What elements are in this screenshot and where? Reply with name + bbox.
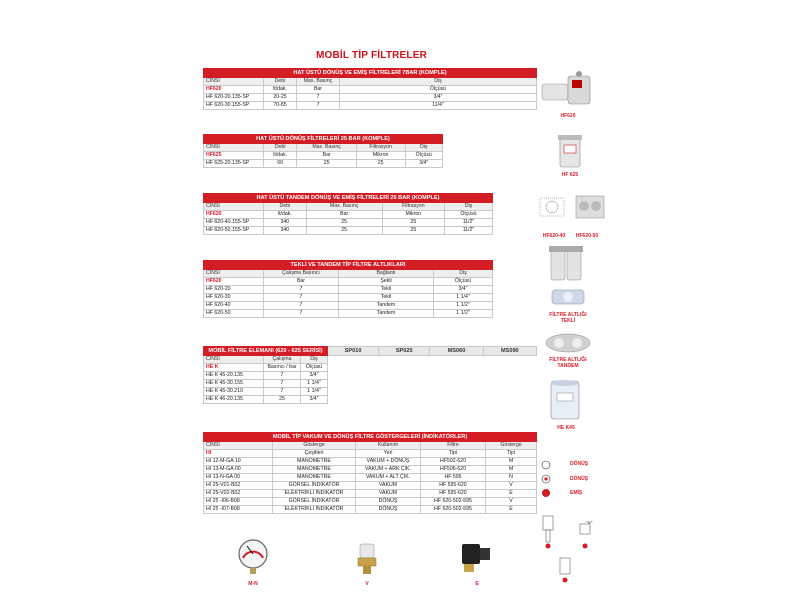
table-row xyxy=(204,474,537,482)
col-header: CİNSİ xyxy=(204,356,264,364)
cell: VAKUM xyxy=(356,482,421,490)
table-row xyxy=(204,94,537,102)
filtre-altligi-tekli-image xyxy=(546,287,590,307)
unit-label: Ölçüsü xyxy=(405,152,443,160)
col-header: Diş xyxy=(301,356,328,364)
drawing-label-v: "V" xyxy=(586,520,593,525)
table-row xyxy=(204,102,537,110)
element-code: SP010 xyxy=(328,347,379,356)
table-row xyxy=(204,396,537,404)
manometre-gauge-image xyxy=(235,536,271,576)
table-header: HAT ÜSTÜ TANDEM DÖNÜŞ VE EMİŞ FİLTRELERİ 25 BAR (KOMPLE) xyxy=(204,194,493,203)
cell: 70-85 xyxy=(264,102,297,110)
table-row xyxy=(204,388,537,396)
cell: 11/4" xyxy=(340,102,537,110)
hf620-tandem-drawing xyxy=(536,190,608,230)
table-row xyxy=(204,160,443,168)
cell: HF 620-502-595 xyxy=(421,498,486,506)
caption-tandem-text: FİLTRE ALTLIĞI TANDEM xyxy=(549,357,587,369)
table-row xyxy=(204,372,537,380)
table-tandem-25bar xyxy=(203,193,493,235)
cell: V xyxy=(486,482,537,490)
cell: HF 620-50.155-SP xyxy=(204,227,264,235)
cell: 1 1/2" xyxy=(434,310,493,318)
caption-filtre-altligi-tekli xyxy=(538,312,598,324)
table-row xyxy=(204,490,537,498)
table-header: MOBİL TİP VAKUM VE DÖNÜŞ FİLTRE GÖSTERGELERİ (İNDİKATÖRLER) xyxy=(204,433,537,442)
col-header: Kullanım xyxy=(356,442,421,450)
hek45-element-image xyxy=(545,377,585,421)
cell: 7 xyxy=(264,286,339,294)
cell: Tekli xyxy=(339,294,434,302)
cell: 25 xyxy=(306,227,382,235)
legend-emis-symbol xyxy=(541,488,551,498)
caption-tekli-text: FİLTRE ALTLIĞI TEKLİ xyxy=(549,312,587,324)
table-ust-donus-7bar xyxy=(203,68,537,110)
legend-emis-label: EMİŞ xyxy=(570,490,583,496)
cell: HF 625-20.135-SP xyxy=(204,160,264,168)
cell: E xyxy=(486,506,537,514)
cell: GÖRSEL İNDİKATÖR xyxy=(273,482,356,490)
col-header: Filtrasyon xyxy=(382,203,444,211)
unit-label: Bar xyxy=(264,278,339,286)
cell: 1 1/4" xyxy=(434,294,493,302)
unit-label: Ölçüsü xyxy=(434,278,493,286)
unit-label: Bar xyxy=(297,152,356,160)
cell: Tandem xyxy=(339,302,434,310)
cell: ELEKTRİKLİ İNDİKATÖR xyxy=(273,506,356,514)
cell: HF 620-50 xyxy=(204,310,264,318)
col-header: Bağlantı xyxy=(339,270,434,278)
table-row xyxy=(204,294,493,302)
series-code: HF625 xyxy=(204,152,264,160)
unit-label: Ölçüsü xyxy=(301,364,328,372)
col-header: Max. Basınç xyxy=(297,144,356,152)
table-header: HAT ÜSTÜ DÖNÜŞ FİLTRELERİ 25 BAR (KOMPLE) xyxy=(204,135,443,144)
cell: 3/4" xyxy=(301,396,328,404)
table-row xyxy=(204,219,493,227)
cell: 7 xyxy=(297,94,340,102)
cell: HF 620-502-595 xyxy=(421,506,486,514)
hf625-filter-image xyxy=(555,133,585,169)
cell: 25 xyxy=(264,396,301,404)
cell: 7 xyxy=(264,372,301,380)
cell: HF 620-30 xyxy=(204,294,264,302)
col-header: Debi xyxy=(264,203,307,211)
cell: GÖRSEL İNDİKATÖR xyxy=(273,498,356,506)
series-code: HI xyxy=(204,450,273,458)
unit-label: Bar xyxy=(297,86,340,94)
series-code: HF620 xyxy=(204,86,264,94)
caption-v: V xyxy=(365,581,369,587)
caption-filtre-altligi-tandem xyxy=(538,357,598,369)
table-row xyxy=(204,482,537,490)
cell: 7 xyxy=(264,294,339,302)
col-header: Çalışma xyxy=(264,356,301,364)
cell: 7 xyxy=(264,310,339,318)
cell: MANOMETRE xyxy=(273,458,356,466)
cell: 3/4" xyxy=(340,94,537,102)
unit-label: Mikron xyxy=(356,152,405,160)
caption-hf625: HF 625 xyxy=(561,172,579,178)
cell: HI 25-V02-B02 xyxy=(204,490,273,498)
table-filtre-elemani xyxy=(203,346,537,404)
caption-hf620-40: HF620-40 xyxy=(542,233,566,239)
series-code: HF620 xyxy=(204,211,264,219)
cell: MANOMETRE xyxy=(273,466,356,474)
table-row xyxy=(204,458,537,466)
caption-e: E xyxy=(475,581,479,587)
filtre-altligi-tandem-image xyxy=(543,330,593,356)
cell: HF 620-40 xyxy=(204,302,264,310)
cell: 11/2" xyxy=(445,219,493,227)
cell: HF 620-30.155-SP xyxy=(204,102,264,110)
cell: VAKUM + ARK ÇIK. xyxy=(356,466,421,474)
unit-label: Tipi xyxy=(421,450,486,458)
element-code: SP025 xyxy=(379,347,430,356)
element-code: MS090 xyxy=(483,347,536,356)
col-header: Diş xyxy=(434,270,493,278)
cell: 7 xyxy=(264,380,301,388)
cell: 25 xyxy=(306,219,382,227)
table-header: TEKLİ VE TANDEM TİP FİLTRE ALTLIKLARI xyxy=(204,261,493,270)
cell: HF506-620 xyxy=(421,466,486,474)
cell: 11/2" xyxy=(445,227,493,235)
cell: HI 13-N-GA 00 xyxy=(204,474,273,482)
electric-indicator-image xyxy=(456,536,496,574)
table-ust-donus-25bar xyxy=(203,134,443,168)
cell: 340 xyxy=(264,219,307,227)
col-header: Filtre xyxy=(421,442,486,450)
table-header: HAT ÜSTÜ DÖNÜŞ VE EMİŞ FİLTRELERİ 7BAR (KOMPLE) xyxy=(204,69,537,78)
unit-label: Yeri xyxy=(356,450,421,458)
col-header: Debi xyxy=(264,144,297,152)
unit-label: Tipi xyxy=(486,450,537,458)
col-header: CİNSİ xyxy=(204,442,273,450)
visual-indicator-image xyxy=(352,540,382,576)
table-row xyxy=(204,286,493,294)
cell: 60 xyxy=(264,160,297,168)
legend-donus2-label: DÖNÜŞ xyxy=(570,476,589,482)
table-row xyxy=(204,498,537,506)
cell: DÖNÜŞ xyxy=(356,506,421,514)
legend-donus-symbol xyxy=(541,460,551,470)
cell: M xyxy=(486,458,537,466)
cell: N xyxy=(486,474,537,482)
cell: 3/4" xyxy=(405,160,443,168)
cell: HE K 46-20.135 xyxy=(204,396,264,404)
col-header: CİNSİ xyxy=(204,270,264,278)
cell: HI 13-M-GA 00 xyxy=(204,466,273,474)
cell: HI 12-M-GA 10 xyxy=(204,458,273,466)
cell: HF 620-20.135-SP xyxy=(204,94,264,102)
cell: HE K 45-30.155 xyxy=(204,380,264,388)
unit-label: lt/dak. xyxy=(264,152,297,160)
table-row xyxy=(204,380,537,388)
legend-donus-label: DÖNÜŞ xyxy=(570,461,589,467)
col-header: Çalışma Basıncı xyxy=(264,270,339,278)
cell: 25 xyxy=(297,160,356,168)
table-header: MOBİL FİLTRE ELEMANI (620 - 625 SERİSİ) xyxy=(204,347,328,356)
cell: DÖNÜŞ xyxy=(356,498,421,506)
cell: HF502-620 xyxy=(421,458,486,466)
cell: HI 25 -I07-B08 xyxy=(204,506,273,514)
unit-label: Bar xyxy=(306,211,382,219)
cell: 1 1/4" xyxy=(301,380,328,388)
table-gostergeler xyxy=(203,432,537,514)
cell: HE K 45-20.135 xyxy=(204,372,264,380)
cell: 1 1/4" xyxy=(301,388,328,396)
cell: 1 1/2" xyxy=(434,302,493,310)
unit-label: Şekli xyxy=(339,278,434,286)
unit-label: lt/dak. xyxy=(264,211,307,219)
legend-donus2-symbol xyxy=(541,474,551,484)
series-code: HF620 xyxy=(204,278,264,286)
unit-label: Basıncı / bar xyxy=(264,364,301,372)
col-header: Gösterge xyxy=(273,442,356,450)
filter-assembly-image xyxy=(545,244,589,284)
table-filtre-altliklari xyxy=(203,260,493,318)
cell: HI 25 -I06-B08 xyxy=(204,498,273,506)
page-title: MOBİL TİP FİLTRELER xyxy=(316,50,428,61)
cell: 7 xyxy=(297,102,340,110)
table-row xyxy=(204,302,493,310)
series-code: HE K xyxy=(204,364,264,372)
caption-mn: M-N xyxy=(248,581,258,587)
unit-label: Mikron xyxy=(382,211,444,219)
col-header: CİNSİ xyxy=(204,203,264,211)
cell: HF 620-40.155-SP xyxy=(204,219,264,227)
col-header: CİNSİ xyxy=(204,144,264,152)
unit-label: lt/dak. xyxy=(264,86,297,94)
col-header: Diş xyxy=(405,144,443,152)
table-row xyxy=(204,506,537,514)
unit-label: Ölçüsü xyxy=(445,211,493,219)
col-header: Max. Basınç xyxy=(306,203,382,211)
table-row xyxy=(204,227,493,235)
cell: 3/4" xyxy=(301,372,328,380)
col-header: Diş xyxy=(445,203,493,211)
cell: V xyxy=(486,498,537,506)
table-row xyxy=(204,310,493,318)
caption-hf620: HF620 xyxy=(560,113,576,119)
col-header: Debi xyxy=(264,78,297,86)
cell: 3/4" xyxy=(434,286,493,294)
cell: 7 xyxy=(264,302,339,310)
cell: HF 620-20 xyxy=(204,286,264,294)
indicator-drawing-1 xyxy=(535,512,563,552)
cell: VAKUM xyxy=(356,490,421,498)
col-header: CİNSİ xyxy=(204,78,264,86)
cell: VAKUM + ALT ÇIK. xyxy=(356,474,421,482)
col-header: Max. Basınç xyxy=(297,78,340,86)
caption-hek45: HE K45 xyxy=(557,425,575,431)
cell: M xyxy=(486,466,537,474)
cell: E xyxy=(486,490,537,498)
table-row xyxy=(204,466,537,474)
cell: HE K 45-30.210 xyxy=(204,388,264,396)
caption-hf620-50: HF620-50 xyxy=(575,233,599,239)
cell: HF 595-620 xyxy=(421,490,486,498)
col-header: Gösterge xyxy=(486,442,537,450)
cell: ELEKTRİKLİ İNDİKATÖR xyxy=(273,490,356,498)
cell: HF 595-620 xyxy=(421,482,486,490)
element-code: MS060 xyxy=(430,347,483,356)
col-header: Diş xyxy=(340,78,537,86)
cell: 25 xyxy=(382,219,444,227)
unit-label: Ölçüsü xyxy=(340,86,537,94)
cell: 20-25 xyxy=(264,94,297,102)
col-header: Filtrasyon xyxy=(356,144,405,152)
cell: Tekli xyxy=(339,286,434,294)
unit-label: Çeşitleri xyxy=(273,450,356,458)
cell: 25 xyxy=(356,160,405,168)
hf620-filter-image xyxy=(538,70,598,110)
cell: 340 xyxy=(264,227,307,235)
cell: MANOMETRE xyxy=(273,474,356,482)
cell: 25 xyxy=(382,227,444,235)
cell: VAKUM + DÖNÜŞ xyxy=(356,458,421,466)
cell: HF 595 xyxy=(421,474,486,482)
cell: HI 25-V01-B02 xyxy=(204,482,273,490)
cell: 7 xyxy=(264,388,301,396)
cell: Tandem xyxy=(339,310,434,318)
indicator-drawing-3 xyxy=(552,552,578,586)
